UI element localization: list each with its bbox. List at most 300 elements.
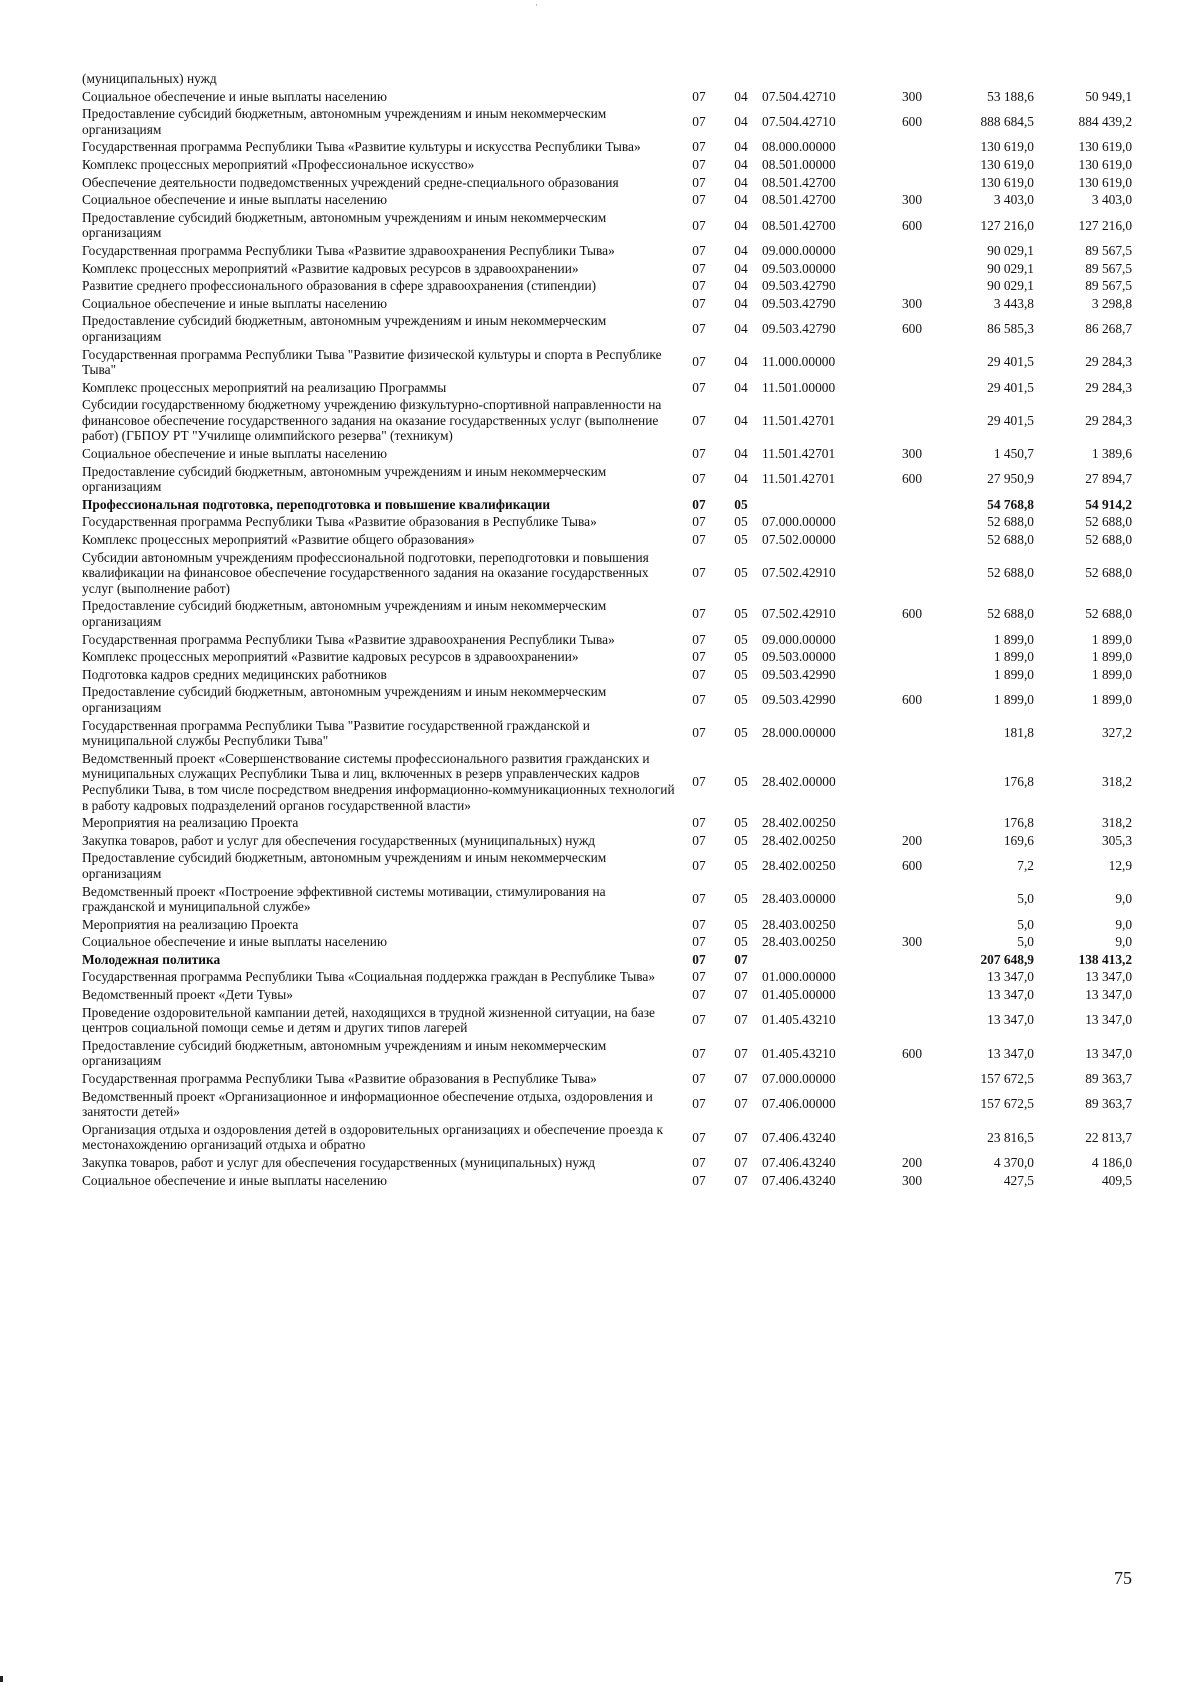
cell-v2: 1 899,0 [1091,666,1133,682]
table-row [82,717,1132,750]
cell-s: 07 [692,631,706,647]
table-row [82,379,1132,397]
cell-v2: 1 899,0 [1091,631,1133,647]
cell-s: 07 [692,891,706,907]
cell-name: Ведомственный проект «Дети Тувы» [82,987,293,1003]
cell-csr: 28.403.00000 [762,891,836,907]
cell-v2: 3 403,0 [1091,192,1133,208]
table-row [82,1070,1132,1088]
cell-v1: 90 029,1 [987,242,1034,258]
cell-s: 07 [692,832,706,848]
cell-csr: 28.402.00250 [762,858,836,874]
cell-name: Предоставление субсидий бюджетным, автономным учреждениям и иным некоммерческим организациям [82,684,607,715]
table-row [82,295,1132,313]
cell-csr [762,496,887,514]
cell-csr: 28.403.00250 [762,916,836,932]
cell-vr [887,242,937,260]
cell-s: 07 [692,916,706,932]
cell-name: Обеспечение деятельности подведомственных учреждений средне-специального образования [82,174,619,190]
cell-v2: 52 688,0 [1085,532,1133,548]
table-row [82,260,1132,278]
cell-csr: 07.406.00000 [762,1096,836,1112]
cell-vr [887,814,937,832]
cell-ps: 07 [734,1172,748,1188]
cell-ps: 04 [734,192,748,208]
cell-vr [887,1088,937,1121]
cell-name: Предоставление субсидий бюджетным, автономным учреждениям и иным некоммерческим организациям [82,598,607,629]
cell-name: Молодежная политика [82,951,221,967]
cell-v2: 13 347,0 [1085,969,1133,985]
cell-csr: 08.501.42700 [762,174,836,190]
cell-v1: 13 347,0 [987,1012,1034,1028]
cell-v2: 318,2 [1101,815,1133,831]
table-row [82,1004,1132,1037]
cell-csr: 08.501.00000 [762,156,836,172]
cell-csr: 07.406.43240 [762,1129,836,1145]
table-row [82,666,1132,684]
cell-csr: 28.000.00000 [762,725,836,741]
cell-vr [887,717,937,750]
cell-v2: 318,2 [1101,774,1133,790]
cell-s: 07 [692,606,706,622]
cell-vr [887,1070,937,1088]
table-row [82,1037,1132,1070]
cell-v2: 127 216,0 [1078,217,1133,233]
cell-vr [887,513,937,531]
cell-s: 07 [692,514,706,530]
table-row [82,513,1132,531]
cell-v1: 207 648,9 [980,951,1034,967]
cell-s: 07 [692,649,706,665]
cell-v1: 7,2 [1017,858,1034,874]
cell-v2: 13 347,0 [1085,987,1133,1003]
cell-v2: 27 894,7 [1085,471,1133,487]
cell-name: Предоставление субсидий бюджетным, автономным учреждениям и иным некоммерческим организациям [82,313,607,344]
cell-s: 07 [692,446,706,462]
cell-csr: 01.405.00000 [762,987,836,1003]
cell-v1: 1 899,0 [993,666,1034,682]
cell-s: 07 [692,1172,706,1188]
cell-v2: 130 619,0 [1078,139,1133,155]
cell-name: Государственная программа Республики Тыва «Развитие образования в Республике Тыва» [82,1071,597,1087]
cell-vr: 600 [901,858,923,874]
cell-csr: 28.402.00000 [762,774,836,790]
cell-ps: 04 [734,471,748,487]
cell-vr [887,496,937,514]
cell-vr: 600 [901,1045,923,1061]
cell-vr [887,379,937,397]
cell-name: Организация отдыха и оздоровления детей в оздоровительных организациях и обеспечение проезда к местонахождению организаций отдыха и обратно [82,1121,663,1153]
cell-ps: 04 [734,321,748,337]
table-row [82,849,1132,882]
cell-vr [887,396,937,445]
cell-s: 07 [692,1071,706,1087]
cell-ps: 04 [734,278,748,294]
table-row [82,1088,1132,1121]
cell-ps: 05 [734,774,748,790]
cell-ps: 04 [734,242,748,258]
cell-s: 07 [692,815,706,831]
cell-vr [887,648,937,666]
cell-name: Развитие среднего профессионального образования в сфере здравоохранения (стипендии) [82,278,597,294]
cell-s: 07 [692,969,706,985]
table-row [82,1154,1132,1172]
cell-v2: 1 899,0 [1091,692,1133,708]
cell-v2: 12,9 [1108,858,1133,874]
cell-vr: 600 [901,321,923,337]
cell-ps: 05 [734,934,748,950]
scan-mark-edge [0,1676,3,1682]
table-row [82,156,1132,174]
cell-v1: 52 688,0 [987,606,1034,622]
cell-csr: 28.402.00250 [762,832,836,848]
cell-csr: 09.000.00000 [762,631,836,647]
cell-v1: 888 684,5 [980,113,1034,129]
cell-csr: 28.403.00250 [762,934,836,950]
cell-v2: 52 688,0 [1085,565,1133,581]
cell-v2: 1 389,6 [1091,446,1133,462]
document-page [82,70,1132,1189]
cell-v1: 52 688,0 [987,514,1034,530]
cell-v1: 52 688,0 [987,532,1034,548]
cell-vr [887,951,937,969]
cell-v1: 5,0 [1017,916,1034,932]
cell-vr: 300 [901,88,923,104]
cell-vr [887,986,937,1004]
cell-s: 07 [692,692,706,708]
cell-vr [887,138,937,156]
cell-ps: 05 [734,666,748,682]
cell-s: 07 [692,858,706,874]
cell-v2: 52 688,0 [1085,514,1133,530]
cell-ps: 07 [734,1012,748,1028]
cell-name: Предоставление субсидий бюджетным, автономным учреждениям и иным некоммерческим организациям [82,209,607,241]
budget-table-body [82,70,1132,1189]
cell-s: 07 [692,471,706,487]
cell-v1: 1 899,0 [993,692,1034,708]
cell-s: 07 [692,217,706,233]
cell-name: (муниципальных) нужд [82,71,217,86]
cell-name: Комплекс процессных мероприятий на реализацию Программы [82,379,447,395]
cell-s: 07 [692,774,706,790]
cell-csr: 09.503.00000 [762,649,836,665]
cell-v1: 176,8 [1003,815,1034,831]
cell-csr: 11.501.42701 [762,412,836,428]
cell-ps: 05 [734,496,748,512]
cell-v1: 157 672,5 [980,1096,1034,1112]
cell-csr: 01.000.00000 [762,969,836,985]
cell-v1: 427,5 [1003,1172,1034,1188]
cell-s: 07 [692,951,706,967]
table-row [82,631,1132,649]
cell-v2: 9,0 [1115,934,1133,950]
cell-v1: 1 899,0 [993,631,1034,647]
cell-name: Мероприятия на реализацию Проекта [82,916,299,932]
cell-vr: 600 [901,471,923,487]
cell-vr: 600 [901,606,923,622]
cell-vr [887,968,937,986]
table-row [82,933,1132,951]
cell-ps: 04 [734,354,748,370]
cell-vr: 300 [901,1172,923,1188]
cell-v1: 23 816,5 [987,1129,1034,1145]
cell-s: 07 [692,1045,706,1061]
cell-v1: 29 401,5 [987,412,1034,428]
cell-vr [887,346,937,379]
cell-ps: 04 [734,217,748,233]
cell-ps: 04 [734,446,748,462]
cell-s: 07 [692,88,706,104]
cell-v2: 89 363,7 [1085,1096,1133,1112]
cell-csr: 09.000.00000 [762,242,836,258]
cell-name: Государственная программа Республики Тыва «Развитие культуры и искусства Республики Тыва» [82,139,641,155]
cell-name: Комплекс процессных мероприятий «Развитие кадровых ресурсов в здравоохранении» [82,260,579,276]
cell-name: Закупка товаров, работ и услуг для обеспечения государственных (муниципальных) нужд [82,1155,596,1170]
cell-vr: 600 [901,113,923,129]
cell-s: 07 [692,260,706,276]
cell-s: 07 [692,156,706,172]
cell-v1: 130 619,0 [980,139,1034,155]
cell-s: 07 [692,1129,706,1145]
cell-v1: 3 443,8 [993,295,1034,311]
cell-ps: 05 [734,891,748,907]
cell-csr: 28.402.00250 [762,815,836,831]
scan-mark-top [536,4,537,6]
cell-s: 07 [692,192,706,208]
table-row [82,445,1132,463]
cell-csr: 01.405.43210 [762,1012,836,1028]
cell-v1: 90 029,1 [987,260,1034,276]
table-row [82,597,1132,630]
cell-v1: 5,0 [1017,934,1034,950]
cell-v2: 409,5 [1101,1172,1133,1188]
cell-v2: 305,3 [1101,832,1133,848]
cell-csr: 11.501.42701 [762,471,836,487]
cell-v2: 54 914,2 [1085,496,1133,512]
cell-csr: 07.406.43240 [762,1172,836,1188]
cell-ps: 05 [734,514,748,530]
cell-name: Социальное обеспечение и иные выплаты населению [82,295,387,311]
cell-name: Ведомственный проект «Организационное и информационное обеспечение отдыха, оздоровления и занятости детей» [82,1088,653,1120]
cell-csr: 07.502.00000 [762,532,836,548]
cell-ps: 04 [734,156,748,172]
cell-name: Социальное обеспечение и иные выплаты населению [82,934,387,950]
cell-v1: 13 347,0 [987,987,1034,1003]
cell-vr [887,531,937,549]
cell-ps: 05 [734,815,748,831]
cell-vr [887,631,937,649]
cell-v1: 90 029,1 [987,278,1034,294]
cell-s: 07 [692,113,706,129]
cell-v2: 1 899,0 [1091,649,1133,665]
cell-v2: 3 298,8 [1091,295,1133,311]
cell-v1: 4 370,0 [993,1155,1034,1170]
cell-name: Ведомственный проект «Совершенствование системы профессионального развития гражданских и муниципальных служащих Республики Тыва и лиц, включенных в резерв управленческих кадров Республики Тыва, в том числе посредством внедрения информационно-коммуникационных технологий в работу кадровых подразделений органов государственной власти» [82,750,675,813]
cell-csr: 08.000.00000 [762,139,836,155]
cell-csr: 09.503.42790 [762,321,836,337]
cell-name: Государственная программа Республики Тыва "Развитие физической культуры и спорта в Республике Тыва" [82,346,662,378]
cell-v1: 3 403,0 [993,192,1034,208]
cell-csr: 07.502.42910 [762,606,836,622]
cell-v2: 89 567,5 [1085,278,1133,294]
cell-v1: 1 450,7 [993,446,1034,462]
cell-v1: 169,6 [1003,832,1034,848]
cell-v1: 27 950,9 [987,471,1034,487]
table-row [82,814,1132,832]
cell-ps: 07 [734,1096,748,1112]
cell-csr: 07.502.42910 [762,565,836,581]
cell-ps: 04 [734,88,748,104]
cell-name: Профессиональная подготовка, переподготовка и повышение квалификации [82,496,551,512]
cell-csr: 09.503.42790 [762,278,836,294]
cell-ps: 05 [734,832,748,848]
cell-v2: 4 186,0 [1091,1155,1133,1170]
cell-ps: 05 [734,692,748,708]
cell-vr: 300 [901,295,923,311]
cell-ps: 04 [734,379,748,395]
table-row [82,242,1132,260]
cell-s: 07 [692,666,706,682]
cell-v2: 29 284,3 [1085,379,1133,395]
cell-ps: 05 [734,649,748,665]
cell-ps: 04 [734,260,748,276]
cell-ps: 07 [734,951,748,967]
cell-v1: 13 347,0 [987,1045,1034,1061]
table-row [82,138,1132,156]
cell-v2: 50 949,1 [1085,88,1133,104]
table-row [82,648,1132,666]
cell-v2: 884 439,2 [1078,113,1133,129]
cell-v2: 89 567,5 [1085,242,1133,258]
cell-v1: 86 585,3 [987,321,1034,337]
cell-s: 07 [692,295,706,311]
cell-name: Субсидии автономным учреждениям профессиональной подготовки, переподготовки и повышения квалификации на финансовое обеспечение государственного задания на оказание государственных услуг (выполнение работ) [82,549,649,596]
table-row-continuation [82,70,1132,88]
cell-v1: 13 347,0 [987,969,1034,985]
cell-v2: 86 268,7 [1085,321,1133,337]
cell-v1: 29 401,5 [987,379,1034,395]
cell-v2: 29 284,3 [1085,354,1133,370]
cell-v2: 138 413,2 [1078,951,1133,967]
cell-name: Социальное обеспечение и иные выплаты населению [82,88,387,104]
cell-ps: 04 [734,139,748,155]
cell-v2: 89 567,5 [1085,260,1133,276]
cell-s: 07 [692,321,706,337]
cell-v1: 1 899,0 [993,649,1034,665]
cell-name: Комплекс процессных мероприятий «Развитие кадровых ресурсов в здравоохранении» [82,649,579,665]
table-row-section [82,496,1132,514]
cell-v2: 52 688,0 [1085,606,1133,622]
cell-ps: 05 [734,725,748,741]
cell-ps: 07 [734,987,748,1003]
cell-ps: 04 [734,412,748,428]
table-row [82,531,1132,549]
cell-name: Государственная программа Республики Тыва «Развитие образования в Республике Тыва» [82,514,597,530]
cell-s: 07 [692,379,706,395]
cell-name: Государственная программа Республики Тыва «Социальная поддержка граждан в Республике Тыва» [82,969,656,985]
table-row [82,346,1132,379]
budget-table [82,70,1132,1189]
cell-v2: 130 619,0 [1078,174,1133,190]
table-row-section [82,951,1132,969]
table-row [82,105,1132,138]
cell-vr: 200 [901,832,923,848]
cell-csr: 09.503.42990 [762,692,836,708]
cell-name: Социальное обеспечение и иные выплаты населению [82,1172,387,1188]
cell-csr: 09.503.00000 [762,260,836,276]
cell-vr [887,1004,937,1037]
cell-s: 07 [692,278,706,294]
cell-ps: 05 [734,606,748,622]
cell-vr [887,883,937,916]
cell-v1: 130 619,0 [980,156,1034,172]
cell-csr: 07.504.42710 [762,113,836,129]
table-row [82,883,1132,916]
cell-csr: 07.000.00000 [762,1071,836,1087]
cell-csr: 11.501.42701 [762,446,836,462]
cell-v2: 89 363,7 [1085,1071,1133,1087]
cell-ps: 05 [734,858,748,874]
page-number: 75 [1114,1568,1132,1588]
cell-vr [887,156,937,174]
cell-v2: 9,0 [1115,916,1133,932]
cell-name: Предоставление субсидий бюджетным, автономным учреждениям и иным некоммерческим организациям [82,850,607,881]
table-row [82,209,1132,242]
table-row [82,916,1132,934]
cell-vr: 300 [901,934,923,950]
cell-s: 07 [692,139,706,155]
cell-v1: 176,8 [1003,774,1034,790]
cell-name: Ведомственный проект «Построение эффективной системы мотивации, стимулирования на гражданской и муниципальной службе» [82,883,606,915]
cell-s: 07 [692,1155,706,1170]
cell-name: Проведение оздоровительной кампании детей, находящихся в трудной жизненной ситуации, на базе центров социальной помощи семье и детям и других типов лагерей [82,1004,655,1036]
cell-v2: 327,2 [1101,725,1133,741]
cell-ps: 07 [734,1045,748,1061]
table-row [82,191,1132,209]
cell-s: 07 [692,496,706,512]
cell-vr [887,916,937,934]
cell-v1: 53 188,6 [987,88,1034,104]
cell-vr: 300 [901,446,923,462]
cell-ps: 04 [734,295,748,311]
cell-ps: 05 [734,916,748,932]
cell-vr [887,260,937,278]
cell-ps: 07 [734,1071,748,1087]
cell-csr: 08.501.42700 [762,217,836,233]
cell-csr: 07.000.00000 [762,514,836,530]
cell-vr [887,277,937,295]
cell-vr [887,666,937,684]
table-row [82,277,1132,295]
cell-vr: 600 [901,692,923,708]
table-row [82,88,1132,106]
cell-ps: 05 [734,532,748,548]
cell-s: 07 [692,565,706,581]
cell-name: Социальное обеспечение и иные выплаты населению [82,192,387,208]
table-row [82,986,1132,1004]
cell-s: 07 [692,987,706,1003]
cell-csr: 09.503.42790 [762,295,836,311]
cell-vr [887,750,937,814]
cell-s: 07 [692,242,706,258]
table-row [82,1172,1132,1190]
cell-name: Мероприятия на реализацию Проекта [82,815,299,831]
cell-name: Государственная программа Республики Тыва «Развитие здравоохранения Республики Тыва» [82,631,615,647]
cell-v2: 13 347,0 [1085,1045,1133,1061]
cell-csr: 11.501.00000 [762,379,836,395]
cell-csr: 09.503.42990 [762,666,836,682]
cell-s: 07 [692,412,706,428]
